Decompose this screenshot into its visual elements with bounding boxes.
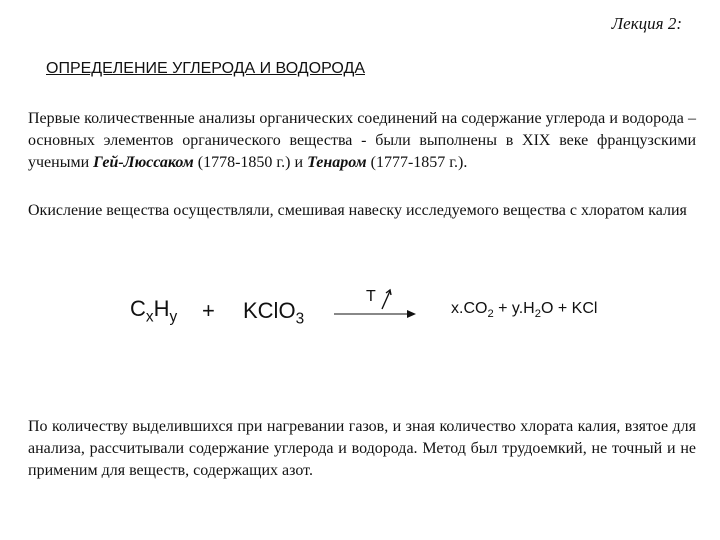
paragraph-history xyxy=(28,108,696,174)
paragraph-history-text: Первые количественные анализы органических соединений на содержание углерода и водорода – основных элементов органического вещества - были выполнены в XIX веке французскими учеными xyxy=(28,110,696,171)
scientist-thenard: Тенаром xyxy=(307,154,367,171)
page-title: ОПРЕДЕЛЕНИЕ УГЛЕРОДА И ВОДОРОДА xyxy=(46,60,365,77)
reactant-hydrocarbon: $C_xH_y$ xyxy=(130,296,178,326)
lecture-label: Лекция 2: xyxy=(611,14,682,33)
years-gay-lussac: (1778-1850 г.) и xyxy=(193,154,308,171)
paragraph-oxidation: Окисление вещества осуществляли, смешивая навеску исследуемого вещества с хлоратом калия xyxy=(28,202,687,219)
scientist-gay-lussac: Гей-Люссаком xyxy=(93,154,194,171)
reaction-arrow-icon xyxy=(334,304,416,324)
temperature-label: T xyxy=(366,288,376,305)
years-thenard: (1777-1857 г.). xyxy=(366,154,468,171)
reactant-potassium-chlorate: KClO$_3$ xyxy=(243,298,305,328)
paragraph-method: По количеству выделившихся при нагревании газов, и зная количество хлората калия, взятое для анализа, рассчитывали содержание углерода и водорода. Метод был трудоемкий, не точный и не применим для веществ, содержащих азот. xyxy=(28,418,696,479)
plus-sign: + xyxy=(202,298,215,323)
reaction-products: $x.CO_2 + y.H_2O$ + KCl xyxy=(451,300,598,320)
